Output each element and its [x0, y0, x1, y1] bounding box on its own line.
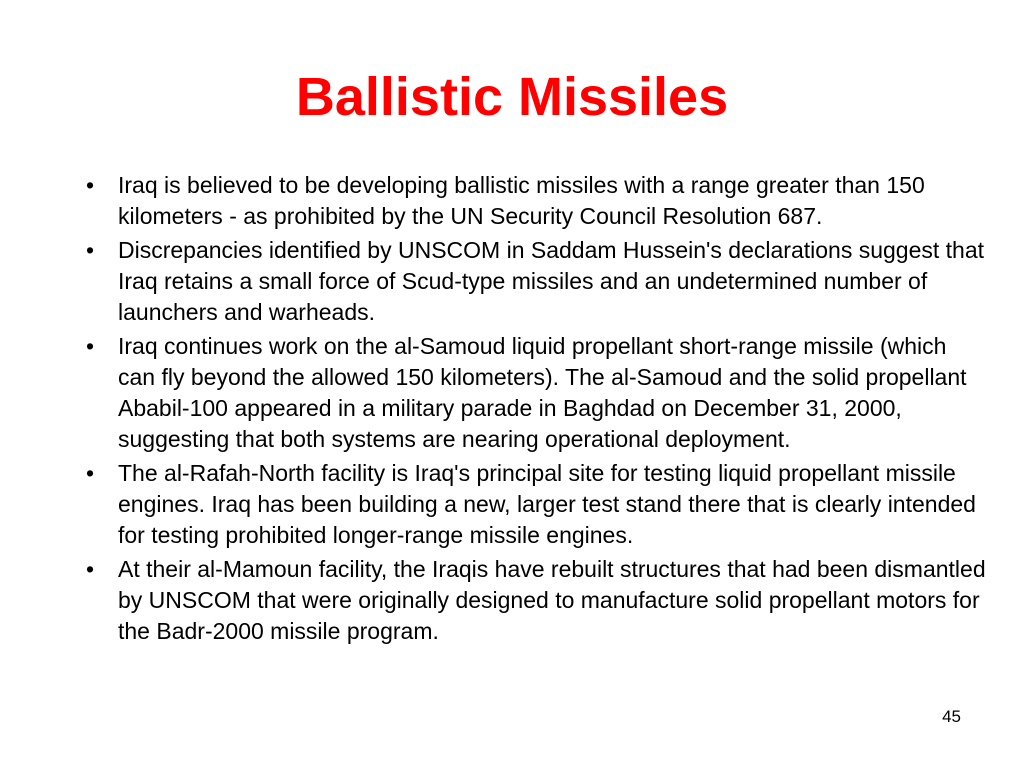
bullet-text: The al-Rafah-North facility is Iraq's principal site for testing liquid propellant missile engines. Iraq has been building a new, larger test stand there that is clearly intended for testing prohibited longer-range missile engines. [118, 460, 976, 548]
bullet-text: At their al-Mamoun facility, the Iraqis have rebuilt structures that had been dismantled by UNSCOM that were originally designed to manufacture solid propellant motors for the Badr-2000 missile program. [118, 556, 986, 644]
bullet-text: Iraq continues work on the al-Samoud liquid propellant short-range missile (which can fly beyond the allowed 150 kilometers). The al-Samoud and the solid propellant Ababil-100 appeared in a military parade in Baghdad on December 31, 2000, suggesting that both systems are nearing operational deployment. [118, 333, 967, 452]
bullet-item [86, 170, 986, 232]
bullet-icon: • [86, 237, 95, 263]
page-number: 45 [942, 707, 961, 726]
slide-title: Ballistic Missiles [295, 67, 729, 127]
bullet-icon: • [86, 172, 95, 198]
bullet-icon: • [86, 556, 95, 582]
bullet-item [86, 458, 986, 551]
bullet-list [86, 170, 986, 650]
bullet-item [86, 554, 986, 647]
bullet-text: Iraq is believed to be developing ballistic missiles with a range greater than 150 kilometers - as prohibited by the UN Security Council Resolution 687. [118, 172, 925, 229]
bullet-icon: • [86, 460, 95, 486]
bullet-item [86, 331, 986, 455]
bullet-text: Discrepancies identified by UNSCOM in Saddam Hussein's declarations suggest that Iraq retains a small force of Scud-type missiles and an undetermined number of launchers and warheads. [118, 237, 985, 325]
bullet-item [86, 235, 986, 328]
bullet-icon: • [86, 333, 95, 359]
